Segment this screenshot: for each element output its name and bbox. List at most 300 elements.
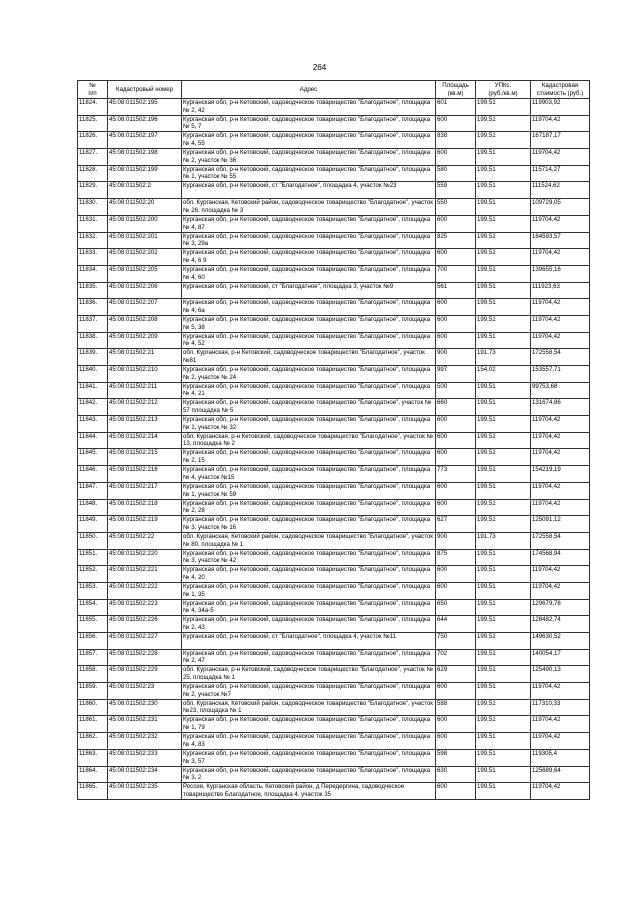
table-row <box>78 332 590 349</box>
table-row <box>78 165 590 182</box>
cell-address: Курганская обл, р-н Кетовский, ст "Благодатное", площадка 3, участок №9 <box>182 282 436 299</box>
cell-cadastral-cost: 119704,42 <box>531 566 590 583</box>
header-upks: УПКс. (руб./кв.м) <box>476 81 531 99</box>
cell-cadastral-cost: 119704,42 <box>531 115 590 132</box>
cell-upks: 199,51 <box>476 149 531 166</box>
table-row <box>78 315 590 332</box>
cell-area: 644 <box>436 616 476 633</box>
cadastral-table-wrapper <box>77 80 589 800</box>
cell-row-number: 11839. <box>78 349 108 366</box>
table-row <box>78 349 590 366</box>
cell-area: 838 <box>436 132 476 149</box>
cell-upks: 199,51 <box>476 699 531 716</box>
cell-cadastral-cost: 119704,42 <box>531 416 590 433</box>
cell-upks: 199,51 <box>476 165 531 182</box>
cell-upks: 199,51 <box>476 215 531 232</box>
cell-address: Курганская обл, р-н Кетовский, ст "Благодатное", площадка 4, участок №23 <box>182 182 436 199</box>
cell-cadastral-cost: 119704,42 <box>531 315 590 332</box>
cell-upks: 199,51 <box>476 199 531 216</box>
cell-address: обл. Курганская, Кетовский район, садоводческое товарищество "Благодатное", участок №23, площадка № 1 <box>182 699 436 716</box>
cell-cadastral-cost: 172558,54 <box>531 349 590 366</box>
cell-cadastral-number: 45:08:011502:20 <box>108 199 182 216</box>
cell-area: 561 <box>436 282 476 299</box>
cell-address: Курганская обл, р-н Кетовский, садоводческое товарищество "Благодатное", площадка № 4, 21 <box>182 382 436 399</box>
cell-row-number: 11831. <box>78 215 108 232</box>
cell-cadastral-cost: 174568,94 <box>531 549 590 566</box>
cell-cadastral-cost: 99753,68 <box>531 382 590 399</box>
cell-row-number: 11832. <box>78 232 108 249</box>
header-cadastral-number: Кадастровый номер <box>108 81 182 99</box>
cell-address: Курганская обл, р-н Кетовский, садоводческое товарищество "Благодатное", площадка № 2, 15 <box>182 449 436 466</box>
cell-cadastral-cost: 119704,42 <box>531 332 590 349</box>
cell-cadastral-cost: 119704,42 <box>531 683 590 700</box>
table-row <box>78 265 590 282</box>
cell-upks: 199,51 <box>476 566 531 583</box>
cell-area: 600 <box>436 733 476 750</box>
cell-row-number: 11854. <box>78 599 108 616</box>
cell-row-number: 11836. <box>78 299 108 316</box>
cell-row-number: 11829. <box>78 182 108 199</box>
cell-cadastral-number: 45:08:011502:220 <box>108 549 182 566</box>
table-row <box>78 466 590 483</box>
cell-cadastral-cost: 119704,42 <box>531 432 590 449</box>
table-row <box>78 399 590 416</box>
cell-address: Курганская обл, р-н Кетовский, садоводческое товарищество "Благодатное", площадка № 4, участок №15 <box>182 466 436 483</box>
cell-row-number: 11840. <box>78 366 108 383</box>
cell-area: 600 <box>436 482 476 499</box>
cell-area: 600 <box>436 115 476 132</box>
cell-row-number: 11857. <box>78 649 108 666</box>
cell-cadastral-cost: 119704,42 <box>531 582 590 599</box>
cell-cadastral-number: 45:08:011502:232 <box>108 733 182 750</box>
cell-cadastral-cost: 115714,27 <box>531 165 590 182</box>
cell-area: 773 <box>436 466 476 483</box>
cell-area: 600 <box>436 783 476 800</box>
cell-address: Курганская обл, р-н Кетовский, садоводческое товарищество "Благодатное", площадка № 1, участок № 55 <box>182 165 436 182</box>
cell-cadastral-cost: 125091,12 <box>531 516 590 533</box>
cell-area: 875 <box>436 549 476 566</box>
cell-area: 601 <box>436 99 476 116</box>
cell-cadastral-number: 45:08:011502:200 <box>108 215 182 232</box>
cell-cadastral-number: 45:08:011502:205 <box>108 265 182 282</box>
cell-row-number: 11856. <box>78 633 108 650</box>
cell-cadastral-number: 45:08:011502:214 <box>108 432 182 449</box>
cell-upks: 191,73 <box>476 532 531 549</box>
table-row <box>78 666 590 683</box>
cell-cadastral-cost: 139655,16 <box>531 265 590 282</box>
cell-row-number: 11848. <box>78 499 108 516</box>
cell-address: обл. Курганская, р-н Кетовский, садоводческое товарищество "Благодатное", участок №81 <box>182 349 436 366</box>
cell-cadastral-cost: 140054,17 <box>531 649 590 666</box>
table-row <box>78 599 590 616</box>
table-row <box>78 416 590 433</box>
cell-cadastral-number: 45:08:011502:230 <box>108 699 182 716</box>
cell-address: Курганская обл, р-н Кетовский, садоводческое товарищество "Благодатное", площадка № 1, 79 <box>182 716 436 733</box>
cell-cadastral-number: 45:08:011502:211 <box>108 382 182 399</box>
cell-area: 702 <box>436 649 476 666</box>
cell-area: 600 <box>436 149 476 166</box>
table-row <box>78 516 590 533</box>
cell-address: Курганская обл, р-н Кетовский, садоводческое товарищество "Благодатное", площадка № 1, участок № 32 <box>182 416 436 433</box>
table-row <box>78 382 590 399</box>
cell-address: Курганская обл, р-н Кетовский, садоводческое товарищество "Благодатное", площадка № 4, 6 9 <box>182 249 436 266</box>
cell-row-number: 11853. <box>78 582 108 599</box>
cell-row-number: 11859. <box>78 683 108 700</box>
cell-address: Курганская обл, р-н Кетовский, садоводческое товарищество "Благодатное", площадка № 3, 2 <box>182 766 436 783</box>
cell-address: обл. Курганская, р-н Кетовский, садоводческое товарищество "Благодатное", участок № 13, площадка № 2 <box>182 432 436 449</box>
cell-address: Курганская обл, р-н Кетовский, садоводческое товарищество "Благодатное", площадка № 4, 34а-5 <box>182 599 436 616</box>
cell-area: 600 <box>436 582 476 599</box>
cell-cadastral-number: 45:08:011502:229 <box>108 666 182 683</box>
cell-area: 997 <box>436 366 476 383</box>
cell-upks: 199,51 <box>476 666 531 683</box>
cadastral-table <box>77 80 590 800</box>
table-row <box>78 482 590 499</box>
cell-upks: 199,51 <box>476 132 531 149</box>
cell-cadastral-number: 45:08:011502:235 <box>108 783 182 800</box>
cell-address: Курганская обл, р-н Кетовский, садоводческое товарищество "Благодатное", площадка № 2, 47 <box>182 649 436 666</box>
cell-cadastral-number: 45:08:011502:234 <box>108 766 182 783</box>
cell-cadastral-cost: 172558,54 <box>531 532 590 549</box>
cell-cadastral-cost: 119704,42 <box>531 449 590 466</box>
cell-address: Курганская обл, р-н Кетовский, садоводческое товарищество "Благодатное", площадка № 2, 28 <box>182 499 436 516</box>
cell-upks: 199,51 <box>476 766 531 783</box>
cell-address: Курганская обл, р-н Кетовский, садоводческое товарищество "Благодатное", площадка № 4, 87 <box>182 215 436 232</box>
cell-upks: 191,73 <box>476 349 531 366</box>
cell-area: 600 <box>436 716 476 733</box>
cell-area: 600 <box>436 249 476 266</box>
cell-upks: 199,51 <box>476 616 531 633</box>
cell-area: 500 <box>436 382 476 399</box>
cell-row-number: 11824. <box>78 99 108 116</box>
cell-area: 629 <box>436 666 476 683</box>
cell-upks: 199,51 <box>476 466 531 483</box>
cell-upks: 199,51 <box>476 499 531 516</box>
cell-cadastral-number: 45:08:011502:208 <box>108 315 182 332</box>
cell-upks: 199,51 <box>476 416 531 433</box>
cell-upks: 199,51 <box>476 249 531 266</box>
cell-cadastral-number: 45:08:011502:212 <box>108 399 182 416</box>
cell-row-number: 11837. <box>78 315 108 332</box>
cell-area: 700 <box>436 265 476 282</box>
cell-upks: 199,51 <box>476 382 531 399</box>
cell-row-number: 11861. <box>78 716 108 733</box>
cell-area: 750 <box>436 633 476 650</box>
cell-cadastral-number: 45:08:011502:223 <box>108 599 182 616</box>
cell-upks: 199,51 <box>476 332 531 349</box>
cell-cadastral-cost: 119704,42 <box>531 215 590 232</box>
cell-cadastral-number: 45:08:011502:207 <box>108 299 182 316</box>
cell-cadastral-number: 45:08:011502:196 <box>108 115 182 132</box>
cell-area: 825 <box>436 232 476 249</box>
cell-cadastral-cost: 119305,4 <box>531 749 590 766</box>
cell-row-number: 11844. <box>78 432 108 449</box>
cell-row-number: 11845. <box>78 449 108 466</box>
cell-upks: 154,02 <box>476 366 531 383</box>
cell-cadastral-cost: 128482,74 <box>531 616 590 633</box>
cell-cadastral-number: 45:08:011502:23 <box>108 683 182 700</box>
cell-row-number: 11858. <box>78 666 108 683</box>
cell-cadastral-number: 45:08:011502:216 <box>108 466 182 483</box>
cell-cadastral-number: 45:08:011502:199 <box>108 165 182 182</box>
cell-area: 588 <box>436 699 476 716</box>
table-row <box>78 299 590 316</box>
cell-cadastral-number: 45:08:011502:195 <box>108 99 182 116</box>
cell-cadastral-number: 45:08:011502:210 <box>108 366 182 383</box>
cell-row-number: 11846. <box>78 466 108 483</box>
cell-address: обл. Курганская, Кетовский район, садоводческое товарищество "Благодатное", участок № 26, площадка № 3 <box>182 199 436 216</box>
cell-cadastral-cost: 119704,42 <box>531 783 590 800</box>
table-row <box>78 582 590 599</box>
table-row <box>78 249 590 266</box>
table-row <box>78 566 590 583</box>
cell-address: Курганская обл, р-н Кетовский, садоводческое товарищество "Благодатное", площадка № 1, участок № 59 <box>182 482 436 499</box>
cell-upks: 199,51 <box>476 115 531 132</box>
cell-address: Курганская обл, р-н Кетовский, садоводческое товарищество "Благодатное", площадка № 4, 83 <box>182 733 436 750</box>
cell-row-number: 11827. <box>78 149 108 166</box>
cell-cadastral-cost: 167187,17 <box>531 132 590 149</box>
cell-upks: 199,51 <box>476 683 531 700</box>
cell-cadastral-number: 45:08:011502:201 <box>108 232 182 249</box>
cell-cadastral-cost: 119704,42 <box>531 299 590 316</box>
cell-row-number: 11825. <box>78 115 108 132</box>
cell-address: Курганская обл, р-н Кетовский, садоводческое товарищество "Благодатное", площадка № 2, участок № 24 <box>182 366 436 383</box>
cell-cadastral-number: 45:08:011502:21 <box>108 349 182 366</box>
cell-cadastral-cost: 154219,19 <box>531 466 590 483</box>
cell-address: Курганская обл, р-н Кетовский, садоводческое товарищество "Благодатное", площадка № 5, 38 <box>182 315 436 332</box>
cell-cadastral-cost: 153557,71 <box>531 366 590 383</box>
cell-cadastral-number: 45:08:011502:198 <box>108 149 182 166</box>
cell-address: Курганская обл, р-н Кетовский, садоводческое товарищество "Благодатное", площадка № 4, 6а <box>182 299 436 316</box>
cell-upks: 199,51 <box>476 783 531 800</box>
cell-address: Курганская обл, р-н Кетовский, садоводческое товарищество "Благодатное", площадка № 2, 42 <box>182 99 436 116</box>
cell-upks: 199,51 <box>476 482 531 499</box>
header-cost: Кадастровая стоимость (руб.) <box>531 81 590 99</box>
cell-area: 627 <box>436 516 476 533</box>
cell-area: 600 <box>436 499 476 516</box>
cell-area: 600 <box>436 449 476 466</box>
cell-area: 660 <box>436 399 476 416</box>
table-row <box>78 232 590 249</box>
cell-cadastral-number: 45:08:011502:221 <box>108 566 182 583</box>
cell-upks: 199,51 <box>476 282 531 299</box>
cell-row-number: 11863. <box>78 749 108 766</box>
cell-address: Курганская обл, р-н Кетовский, садоводческое товарищество "Благодатное", площадка № 1, 35 <box>182 582 436 599</box>
cell-address: Курганская обл, р-н Кетовский, садоводческое товарищество "Благодатное", площадка № 2, участок № 36 <box>182 149 436 166</box>
cell-row-number: 11855. <box>78 616 108 633</box>
cell-upks: 199,51 <box>476 99 531 116</box>
table-row <box>78 766 590 783</box>
cell-row-number: 11849. <box>78 516 108 533</box>
cell-address: Курганская обл, р-н Кетовский, садоводческое товарищество "Благодатное", площадка № 3, участок № 16 <box>182 516 436 533</box>
cell-cadastral-number: 45:08:011502:233 <box>108 749 182 766</box>
cell-cadastral-number: 45:08:011502:219 <box>108 516 182 533</box>
cell-row-number: 11843. <box>78 416 108 433</box>
cell-cadastral-number: 45:08:011502:202 <box>108 249 182 266</box>
cell-address: Курганская обл, р-н Кетовский, садоводческое товарищество "Благодатное", площадка № 2, участок №7 <box>182 683 436 700</box>
cell-address: Курганская обл, р-н Кетовский, садоводческое товарищество "Благодатное", площадка № 3, 57 <box>182 749 436 766</box>
cell-area: 630 <box>436 766 476 783</box>
cell-row-number: 11860. <box>78 699 108 716</box>
cell-cadastral-number: 45:08:011502:217 <box>108 482 182 499</box>
table-row <box>78 282 590 299</box>
cell-address: Курганская обл, р-н Кетовский, садоводческое товарищество "Благодатное", площадка № 3, 29а <box>182 232 436 249</box>
cell-upks: 199,51 <box>476 299 531 316</box>
cell-row-number: 11830. <box>78 199 108 216</box>
table-header <box>78 81 590 99</box>
cell-address: Курганская обл, р-н Кетовский, садоводческое товарищество "Благодатное", площадка № 4, 20 <box>182 566 436 583</box>
cell-cadastral-cost: 111524,62 <box>531 182 590 199</box>
cell-address: Курганская обл, р-н Кетовский, садоводческое товарищество "Благодатное", площадка № 2, 43 <box>182 616 436 633</box>
cell-cadastral-number: 45:08:011502:222 <box>108 582 182 599</box>
table-row <box>78 199 590 216</box>
cell-address: Россия, Курганская область, Кетовский район, д Передергина, садоводческое товарищество Благодатное, площадка 4, участок 35 <box>182 783 436 800</box>
cell-cadastral-number: 45:08:011502:209 <box>108 332 182 349</box>
cell-row-number: 11835. <box>78 282 108 299</box>
cell-cadastral-number: 45:08:011502:197 <box>108 132 182 149</box>
cell-area: 600 <box>436 416 476 433</box>
cell-row-number: 11862. <box>78 733 108 750</box>
cell-cadastral-cost: 119704,42 <box>531 149 590 166</box>
cell-upks: 199,51 <box>476 265 531 282</box>
cell-row-number: 11828. <box>78 165 108 182</box>
cell-row-number: 11865. <box>78 783 108 800</box>
cell-address: Курганская обл, р-н Кетовский, садоводческое товарищество "Благодатное", площадка № 5, 7 <box>182 115 436 132</box>
cell-cadastral-cost: 119704,42 <box>531 733 590 750</box>
cell-cadastral-cost: 117310,33 <box>531 699 590 716</box>
header-area: Площадь (кв.м) <box>436 81 476 99</box>
table-row <box>78 149 590 166</box>
cell-area: 600 <box>436 432 476 449</box>
table-row <box>78 99 590 116</box>
cell-cadastral-number: 45:08:011502:226 <box>108 616 182 633</box>
table-row <box>78 499 590 516</box>
cell-row-number: 11851. <box>78 549 108 566</box>
table-body <box>78 99 590 800</box>
cell-row-number: 11852. <box>78 566 108 583</box>
table-row <box>78 633 590 650</box>
cell-address: Курганская обл, р-н Кетовский, садоводческое товарищество "Благодатное", площадка № 4, 60 <box>182 265 436 282</box>
header-address: Адрес <box>182 81 436 99</box>
cell-cadastral-cost: 109729,05 <box>531 199 590 216</box>
cell-area: 600 <box>436 215 476 232</box>
cell-row-number: 11850. <box>78 532 108 549</box>
table-row <box>78 366 590 383</box>
cell-cadastral-cost: 119704,42 <box>531 499 590 516</box>
cell-area: 600 <box>436 332 476 349</box>
cell-area: 900 <box>436 349 476 366</box>
cell-upks: 199,51 <box>476 399 531 416</box>
table-row <box>78 649 590 666</box>
cell-upks: 199,51 <box>476 449 531 466</box>
cell-area: 559 <box>436 182 476 199</box>
cell-cadastral-cost: 119903,92 <box>531 99 590 116</box>
cell-cadastral-cost: 111923,63 <box>531 282 590 299</box>
cell-upks: 199,51 <box>476 749 531 766</box>
table-row <box>78 716 590 733</box>
cell-address: обл. Курганская, р-н Кетовский, садоводческое товарищество "Благодатное", участок № 25, площадка № 1 <box>182 666 436 683</box>
cell-cadastral-number: 45:08:011502:231 <box>108 716 182 733</box>
table-row <box>78 449 590 466</box>
cell-upks: 199,51 <box>476 516 531 533</box>
cell-row-number: 11833. <box>78 249 108 266</box>
cell-cadastral-cost: 149630,52 <box>531 633 590 650</box>
cell-area: 600 <box>436 315 476 332</box>
cell-upks: 199,51 <box>476 232 531 249</box>
cell-address: Курганская обл, р-н Кетовский, садоводческое товарищество "Благодатное", площадка № 4, 52 <box>182 332 436 349</box>
cell-cadastral-cost: 119704,42 <box>531 716 590 733</box>
table-row <box>78 749 590 766</box>
cell-cadastral-number: 45:08:011502:215 <box>108 449 182 466</box>
cell-upks: 199,51 <box>476 432 531 449</box>
cell-upks: 199,51 <box>476 599 531 616</box>
cell-cadastral-cost: 125490,13 <box>531 666 590 683</box>
table-row <box>78 733 590 750</box>
cell-cadastral-number: 45:08:011502:213 <box>108 416 182 433</box>
cell-cadastral-number: 45:08:011502:218 <box>108 499 182 516</box>
table-row <box>78 432 590 449</box>
table-row <box>78 532 590 549</box>
cell-upks: 199,51 <box>476 733 531 750</box>
cell-upks: 199,51 <box>476 716 531 733</box>
table-row <box>78 115 590 132</box>
cell-upks: 199,51 <box>476 649 531 666</box>
cell-row-number: 11834. <box>78 265 108 282</box>
table-row <box>78 549 590 566</box>
cell-area: 550 <box>436 199 476 216</box>
cell-area: 598 <box>436 749 476 766</box>
cell-area: 600 <box>436 566 476 583</box>
cell-row-number: 11841. <box>78 382 108 399</box>
cell-address: обл. Курганская, Кетовский район, садоводческое товарищество "Благодатное", участок № 80, площадка № 1 <box>182 532 436 549</box>
header-num: № п/п <box>78 81 108 99</box>
cell-row-number: 11826. <box>78 132 108 149</box>
cell-address: Курганская обл, р-н Кетовский, садоводческое товарищество "Благодатное", площадка № 4, 55 <box>182 132 436 149</box>
cell-upks: 199,51 <box>476 549 531 566</box>
cell-area: 600 <box>436 683 476 700</box>
cell-address: Курганская обл, р-н Кетовский, садоводческое товарищество "Благодатное", площадка № 3, участок № 42 <box>182 549 436 566</box>
cell-cadastral-number: 45:08:011502:22 <box>108 532 182 549</box>
cell-cadastral-number: 45:08:011502:206 <box>108 282 182 299</box>
cell-area: 650 <box>436 599 476 616</box>
cell-upks: 199,51 <box>476 582 531 599</box>
cell-cadastral-number: 45:08:011502:2 <box>108 182 182 199</box>
cell-cadastral-cost: 131674,86 <box>531 399 590 416</box>
table-row <box>78 215 590 232</box>
cell-cadastral-cost: 119704,42 <box>531 249 590 266</box>
cell-cadastral-cost: 129679,78 <box>531 599 590 616</box>
cell-address: Курганская обл, р-н Кетовский, садоводческое товарищество "Благодатное", участок № 57 площадка № 5 <box>182 399 436 416</box>
cell-row-number: 11842. <box>78 399 108 416</box>
cell-cadastral-number: 45:08:011502:227 <box>108 633 182 650</box>
cell-area: 900 <box>436 532 476 549</box>
cell-upks: 199,51 <box>476 633 531 650</box>
page-number: 264 <box>312 63 327 72</box>
table-row <box>78 699 590 716</box>
cell-area: 580 <box>436 165 476 182</box>
cell-cadastral-cost: 119704,42 <box>531 482 590 499</box>
table-row <box>78 683 590 700</box>
cell-upks: 199,51 <box>476 315 531 332</box>
cell-area: 600 <box>436 299 476 316</box>
cell-upks: 199,51 <box>476 182 531 199</box>
table-row <box>78 783 590 800</box>
table-row <box>78 182 590 199</box>
cell-cadastral-cost: 164593,57 <box>531 232 590 249</box>
cell-row-number: 11838. <box>78 332 108 349</box>
header-row <box>78 81 590 99</box>
cell-row-number: 11847. <box>78 482 108 499</box>
